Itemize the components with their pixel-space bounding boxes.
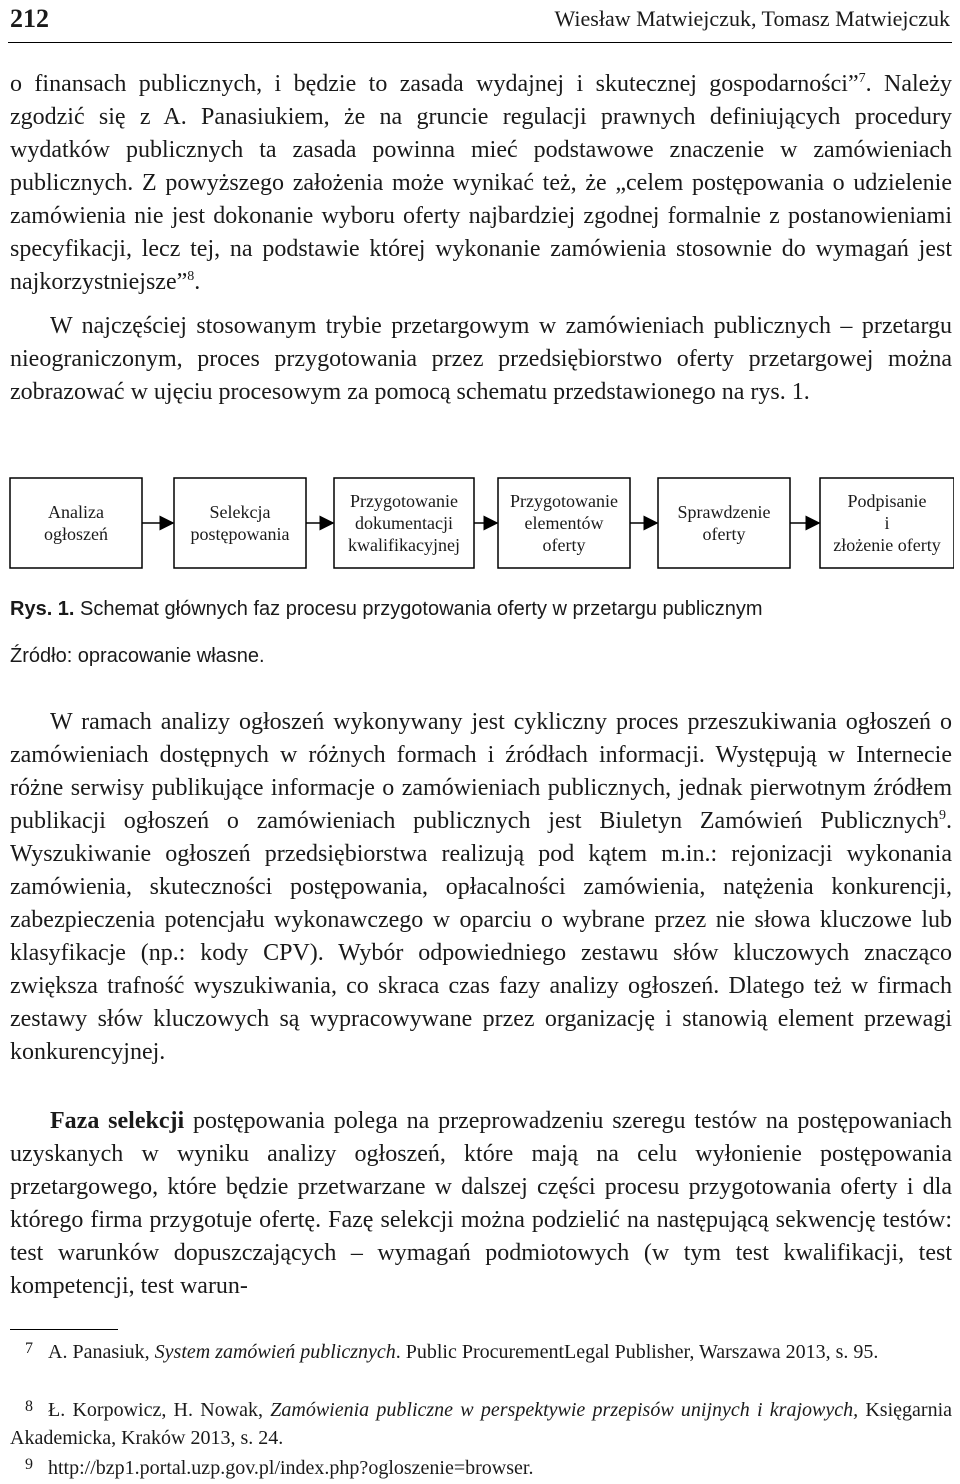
process-box — [174, 478, 306, 568]
process-box — [658, 478, 790, 568]
paragraph-3 — [10, 706, 952, 1069]
footnote-ref-8[interactable]: 8 — [187, 269, 195, 284]
paragraph-1-text-c: . — [194, 269, 201, 295]
process-box-label: Podpisanie — [847, 491, 927, 511]
footnote-number: 8 — [25, 1398, 33, 1415]
page-number: 212 — [10, 4, 49, 33]
figure-source: Źródło: opracowanie własne. — [10, 645, 265, 667]
process-box-label: postępowania — [190, 524, 290, 544]
process-box-label: Przygotowanie — [510, 491, 618, 511]
figure-label: Rys. 1. — [10, 598, 75, 620]
process-step-6 — [820, 478, 954, 568]
footnote-link[interactable]: http://bzp1.portal.uzp.gov.pl/index.php?ogloszenie=browser. — [48, 1457, 534, 1479]
footnote-text: Księgarnia Akademicka, Kraków 2013, s. 24. — [10, 1399, 952, 1449]
paragraph-1 — [10, 68, 952, 299]
footnote-7 — [10, 1338, 952, 1366]
process-box-label: dokumentacji — [355, 513, 453, 533]
process-box — [10, 478, 142, 568]
figure-caption — [10, 598, 763, 621]
running-head: Wiesław Matwiejczuk, Tomasz Matwiejczuk — [554, 6, 950, 31]
process-step-1 — [10, 478, 142, 568]
paragraph-1-text-b: . Należy zgodzić się z A. Panasiukiem, że na gruncie regulacji prawnych definiujących procedury wydatków publicznych ta zasada powinna mieć podstawowe znaczenie w zamówieniach publicznych. Z powyższego założenia może wynikać też, że „celem postępowania o udzielenie zamówienia nie jest dokonanie wyboru oferty najbardziej zgodnej formalnie z postanowieniami specyfikacji, lecz tej, na podstawie której wykonanie zamówienia stosownie do wymagań jest najkorzystniejsze” — [10, 71, 952, 295]
footnote-separator — [10, 1329, 118, 1330]
footnote-ref-7[interactable]: 7 — [858, 71, 866, 86]
process-box-label: i — [884, 513, 890, 533]
process-box-label: kwalifikacyjnej — [348, 535, 460, 555]
process-box-label: oferty — [542, 535, 586, 555]
process-box-label: ogłoszeń — [44, 524, 108, 544]
paragraph-3-text-b: . Wyszukiwanie ogłoszeń przedsiębiorstwa realizują pod kątem m.in.: rejonizacji wykonania zamówienia, skuteczności postępowania, opłacalności zamówienia, natężenia konkurencji, zabezpieczenia potencjału wykonawczego w oparciu o wybrane przez nie słowa kluczowe lub klasyfikacje (np.: kody CPV). Wybór odpowiedniego zestawu słów kluczowych znacząco zwiększa trafność wyszukiwania, co skraca czas fazy analizy ogłoszeń. Dlatego też w firmach zestawy słów kluczowych są wypracowywane przez organizację i stanowią element przewagi konkurencyjnej. — [10, 808, 952, 1065]
process-box-label: Selekcja — [209, 502, 271, 522]
process-step-2 — [174, 478, 306, 568]
footnote-ref-9[interactable]: 9 — [939, 808, 946, 823]
paragraph-2: W najczęściej stosowanym trybie przetargowym w zamówieniach publicznych – przetargu nieograniczonym, proces przygotowania przez przedsiębiorstwo oferty przetargowej można zobrazować w ujęciu procesowym za pomocą schematu przedstawionego na rys. 1. — [10, 313, 952, 405]
footnote-9 — [10, 1454, 952, 1482]
phase-heading: Faza selekcji — [50, 1108, 185, 1134]
process-box-label: oferty — [702, 524, 746, 544]
paragraph-1-text-a: o finansach publicznych, i będzie to zasada wydajnej i skutecznej gospodarności” — [10, 71, 859, 97]
footnote-title: Zamówienia publiczne w perspektywie przepisów unijnych i krajowych, — [270, 1399, 859, 1421]
footnote-number: 9 — [25, 1456, 33, 1473]
process-step-5 — [658, 478, 790, 568]
paragraph-4-text: postępowania polega na przeprowadzeniu szeregu testów na postępowaniach uzyskanych w wyniku analizy ogłoszeń, które mają na celu wyłonienie postępowania przetargowego, które będzie przetwarzane w dalszej części procesu przygotowania oferty i dla którego firma przygotuje ofertę. Fazę selekcji można podzielić na następującą sekwencję testów: test warunków dopuszczających – wymagań podmiotowych (w tym test kwalifikacji, test kompetencji, test warun- — [10, 1108, 952, 1299]
process-box-label: Sprawdzenie — [677, 502, 771, 522]
paragraph-3-text-a: W ramach analizy ogłoszeń wykonywany jest cykliczny proces przeszukiwania ogłoszeń o zamówieniach dostępnych w różnych formach i źródłach informacji. Występują w Internecie różne serwisy publikujące informacje o zamówieniach publicznych, jednak pierwotnym źródłem publikacji ogłoszeń o zamówieniach publicznych jest Biuletyn Zamówień Publicznych — [10, 709, 952, 834]
page-header — [8, 0, 952, 43]
process-box-label: złożenie oferty — [833, 535, 941, 555]
process-step-4 — [498, 478, 630, 568]
footnote-8 — [10, 1396, 952, 1452]
footnote-text: A. Panasiuk, — [48, 1341, 155, 1363]
process-diagram — [8, 470, 954, 580]
paragraph-4 — [10, 1105, 952, 1303]
process-box-label: elementów — [524, 513, 604, 533]
footnote-number: 7 — [25, 1340, 33, 1357]
footnote-title: System zamówień publicznych — [154, 1341, 396, 1363]
footnote-text: Ł. Korpowicz, H. Nowak, — [48, 1399, 271, 1421]
process-box-label: Przygotowanie — [350, 491, 458, 511]
process-box-label: Analiza — [48, 502, 104, 522]
footnote-text: . Public ProcurementLegal Publisher, Warszawa 2013, s. 95. — [395, 1341, 879, 1363]
figure-caption-text: Schemat głównych faz procesu przygotowania oferty w przetargu publicznym — [74, 598, 763, 620]
process-step-3 — [334, 478, 474, 568]
